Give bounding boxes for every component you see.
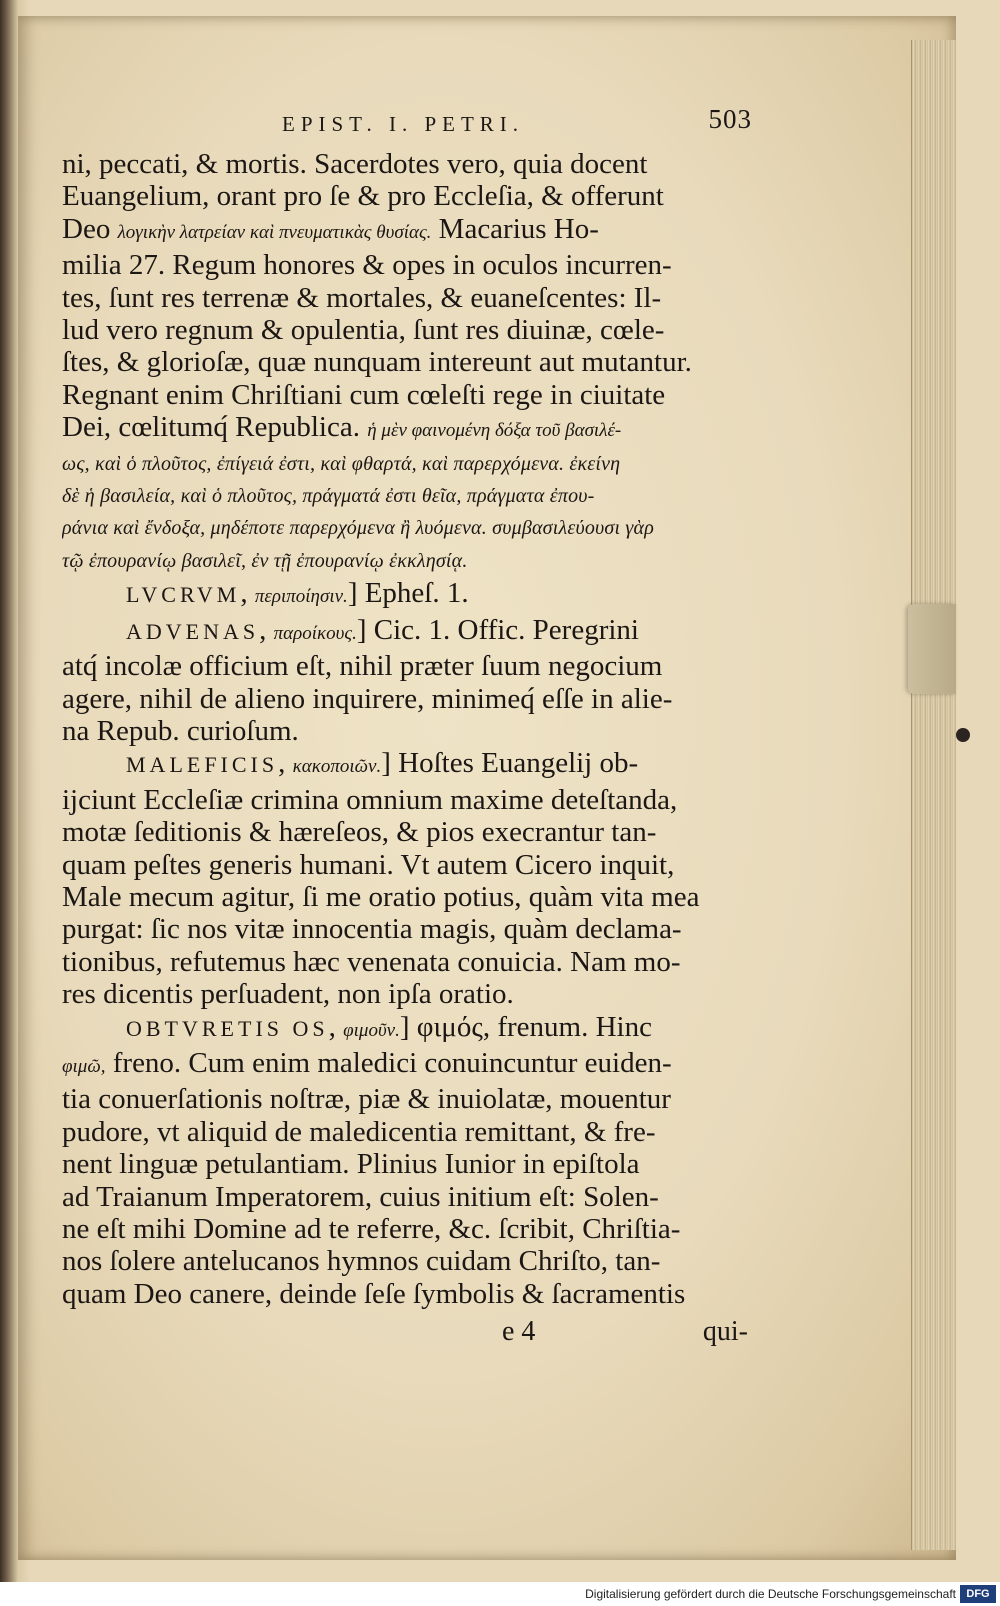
text-line: ad Traianum Imperatorem, cuius initium eſt: Solen- xyxy=(62,1180,659,1213)
dfg-logo-icon: DFG xyxy=(960,1585,996,1603)
greek-line: δὲ ἡ βασιλεία, καὶ ὁ πλοῦτος, πράγματά ἐστι θεῖα, πράγματα ἐπου- xyxy=(62,485,595,508)
text-line: nent linguæ petulantiam. Plinius Iunior in epiſtola xyxy=(62,1148,640,1181)
ink-blot xyxy=(956,728,970,742)
latin-text: ] φιμός, frenum. Hinc xyxy=(399,1010,652,1043)
page-number: 503 xyxy=(708,104,752,134)
lemma-head: OBTVRETIS OS xyxy=(126,1015,329,1041)
latin-text: ] Cic. 1. Offic. Peregrini xyxy=(356,613,639,646)
text-line: lud vero regnum & opulentia, ſunt res diuinæ, cœle- xyxy=(62,314,665,347)
latin-text: Dei, cœlitumq́ Republica. xyxy=(62,411,368,444)
page-footer xyxy=(62,1316,752,1356)
text-line: tia conuerſationis noſtræ, piæ & inuiolatæ, mouentur xyxy=(62,1083,671,1116)
text-line: nos ſolere antelucanos hymnos cuidam Chriſto, tan- xyxy=(62,1245,661,1278)
text-line: atq́ incolæ officium eſt, nihil præter ſuum negocium xyxy=(62,650,663,683)
page-edges xyxy=(911,40,956,1550)
text-line: res dicentis perſuadent, non ipſa oratio. xyxy=(62,978,514,1011)
text-line: tes, ſunt res terrenæ & mortales, & euaneſcentes: Il- xyxy=(62,281,662,314)
text-line xyxy=(62,411,752,447)
text-line: ſtes, & glorioſæ, quæ nunquam intereunt aut mutantur. xyxy=(62,346,692,379)
latin-text: ] Epheſ. 1. xyxy=(347,577,469,610)
lemma-line: MALEFICIS, κακοποιῶν.] Hoſtes Euangelij ob- xyxy=(126,747,639,780)
text-line: agere, nihil de alieno inquirere, minimeq́ eſſe in alie- xyxy=(62,682,673,715)
text-line: ni, peccati, & mortis. Sacerdotes vero, quia docent xyxy=(62,148,648,180)
text-line xyxy=(62,1047,752,1083)
lemma-line: ADVENAS, παροίκους.] Cic. 1. Offic. Peregrini xyxy=(126,613,639,646)
greek-line: ράνια καὶ ἔνδοξα, μηδέποτε παρερχόμενα ἢ λυόμενα. συμβασιλεύουσι γὰρ xyxy=(62,517,655,540)
text-line: quam peſtes generis humani. Vt autem Cicero inquit, xyxy=(62,848,675,881)
text-line: Regnant enim Chriſtiani cum cœleſti rege in ciuitate xyxy=(62,378,666,411)
text-line: motæ ſeditionis & hæreſeos, & pios execrantur tan- xyxy=(62,816,657,849)
greek-line: τῷ ἐπουρανίῳ βασιλεῖ, ἐν τῇ ἐπουρανίῳ ἐκκλησίᾳ. xyxy=(62,549,468,572)
text-block xyxy=(62,104,752,1356)
signature-mark: e 4 xyxy=(502,1316,536,1348)
lemma-head: ADVENAS xyxy=(126,618,260,644)
greek-text: φιμοῦν. xyxy=(343,1019,400,1041)
page-tab-marker xyxy=(908,604,956,694)
catchword: qui- xyxy=(702,1316,748,1348)
text-line: milia 27. Regum honores & opes in oculos incurren- xyxy=(62,249,672,282)
running-title: EPIST. I. PETRI. xyxy=(282,112,525,136)
text-line: Male mecum agitur, ſi me oratio potius, quàm vita mea xyxy=(62,880,700,913)
latin-text: Deo xyxy=(62,212,118,245)
book-page xyxy=(18,16,956,1560)
text-line: quam Deo canere, deinde ſeſe ſymbolis & ſacramentis xyxy=(62,1277,686,1310)
lemma-head: LVCRVM xyxy=(126,582,241,608)
text-line: purgat: ſic nos vitæ innocentia magis, quàm declama- xyxy=(62,913,682,946)
latin-text: freno. Cum enim maledici conuincuntur euiden- xyxy=(105,1046,672,1079)
latin-text: ] Hoſtes Euangelij ob- xyxy=(381,747,639,780)
greek-text: κακοποιῶν. xyxy=(292,756,382,778)
body-text xyxy=(62,148,752,1310)
text-line: pudore, vt aliquid de maledicentia remittant, & fre- xyxy=(62,1115,656,1148)
running-head xyxy=(62,104,752,148)
text-line xyxy=(62,213,752,249)
text-line: ne eſt mihi Domine ad te referre, &c. ſcribit, Chriſtia- xyxy=(62,1213,681,1245)
lemma-line: OBTVRETIS OS, φιμοῦν.] φιμός, frenum. Hinc xyxy=(126,1010,652,1043)
text-line: tionibus, refutemus hæc venenata conuicia. Nam mo- xyxy=(62,945,681,978)
text-line: Euangelium, orant pro ſe & pro Eccleſia, & offerunt xyxy=(62,180,664,213)
funding-credit: Digitalisierung gefördert durch die Deutsche Forschungsgemeinschaft xyxy=(585,1587,956,1601)
greek-text: λογικὴν λατρείαν καὶ πνευματικὰς θυσίας. xyxy=(117,221,432,243)
greek-text: ἡ μὲν φαινομένη δόξα τοῦ βασιλέ- xyxy=(367,420,622,442)
greek-text: φιμῶ, xyxy=(62,1055,106,1077)
greek-text: παροίκους. xyxy=(273,622,357,644)
lemma-head: MALEFICIS xyxy=(126,752,279,778)
lemma-line: LVCRVM, περιποίησιν.] Epheſ. 1. xyxy=(126,577,469,610)
greek-line: ως, καὶ ὁ πλοῦτος, ἐπίγειά ἐστι, καὶ φθαρτά, καὶ παρερχόμενα. ἐκείνη xyxy=(62,452,621,475)
credit-bar xyxy=(0,1582,1000,1606)
text-line: ijciunt Eccleſiæ crimina omnium maxime deteſtanda, xyxy=(62,783,678,816)
greek-text: περιποίησιν. xyxy=(254,586,348,608)
text-line: na Repub. curioſum. xyxy=(62,714,299,747)
latin-text: Macarius Ho- xyxy=(431,212,599,245)
